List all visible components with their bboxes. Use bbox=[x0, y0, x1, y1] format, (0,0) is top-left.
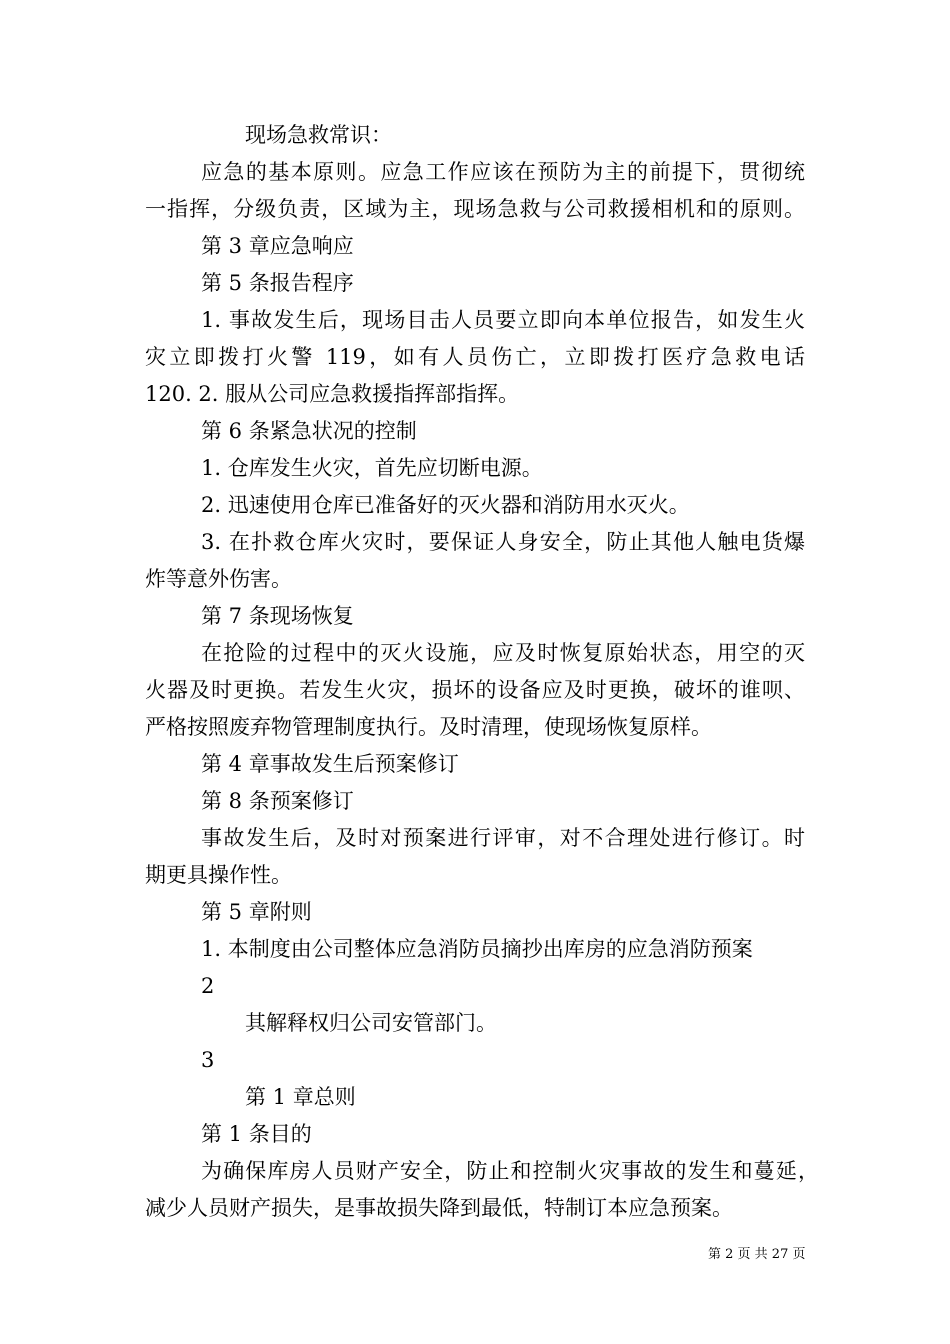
text-line: 1. 仓库发生火灾，首先应切断电源。 bbox=[201, 456, 543, 480]
text-line: 严格按照废弃物管理制度执行。及时清理，使现场恢复原样。 bbox=[145, 715, 712, 739]
section-heading: 第 6 条紧急状况的控制 bbox=[201, 419, 417, 443]
text-line: 事故发生后，及时对预案进行评审，对不合理处进行修订。时 bbox=[201, 826, 805, 850]
text-line: 120. 2. 服从公司应急救援指挥部指挥。 bbox=[145, 382, 520, 406]
section-heading: 第 8 条预案修订 bbox=[201, 789, 354, 813]
text-line: 3. 在扑救仓库火灾时，要保证人身安全，防止其他人触电货爆 bbox=[201, 530, 805, 554]
text-line: 炸等意外伤害。 bbox=[145, 567, 292, 591]
section-heading: 第 4 章事故发生后预案修订 bbox=[201, 752, 459, 776]
text-line: 期更具操作性。 bbox=[145, 863, 292, 887]
text-line: 火器及时更换。若发生火灾，损坏的设备应及时更换，破坏的谁呗、 bbox=[145, 678, 805, 702]
text-line: 其解释权归公司安管部门。 bbox=[245, 1011, 497, 1035]
section-heading: 第 5 条报告程序 bbox=[201, 271, 354, 295]
text-line: 应急的基本原则。应急工作应该在预防为主的前提下，贯彻统 bbox=[201, 160, 805, 184]
text-line: 2 bbox=[201, 974, 215, 998]
section-heading: 第 1 条目的 bbox=[201, 1122, 312, 1146]
text-line: 灾立即拨打火警 119，如有人员伤亡，立即拨打医疗急救电话 bbox=[145, 345, 805, 369]
text-line: 1. 事故发生后，现场目击人员要立即向本单位报告，如发生火 bbox=[201, 308, 805, 332]
text-line: 减少人员财产损失，是事故损失降到最低，特制订本应急预案。 bbox=[145, 1196, 733, 1220]
text-line: 在抢险的过程中的灭火设施，应及时恢复原始状态，用空的灭 bbox=[201, 641, 805, 665]
section-heading: 第 7 条现场恢复 bbox=[201, 604, 354, 628]
text-line: 现场急救常识： bbox=[245, 123, 392, 147]
text-line: 一指挥，分级负责，区域为主，现场急救与公司救援相机和的原则。 bbox=[145, 197, 805, 221]
section-heading: 第 5 章附则 bbox=[201, 900, 312, 924]
section-heading: 第 3 章应急响应 bbox=[201, 234, 354, 258]
section-heading: 第 1 章总则 bbox=[245, 1085, 356, 1109]
page-number: 第 2 页 共 27 页 bbox=[708, 1247, 806, 1262]
text-line: 为确保库房人员财产安全，防止和控制火灾事故的发生和蔓延， bbox=[201, 1159, 819, 1183]
text-line: 2. 迅速使用仓库已准备好的灭火器和消防用水灭火。 bbox=[201, 493, 690, 517]
text-line: 3 bbox=[201, 1048, 215, 1072]
text-line: 1. 本制度由公司整体应急消防员摘抄出库房的应急消防预案 bbox=[201, 937, 753, 961]
